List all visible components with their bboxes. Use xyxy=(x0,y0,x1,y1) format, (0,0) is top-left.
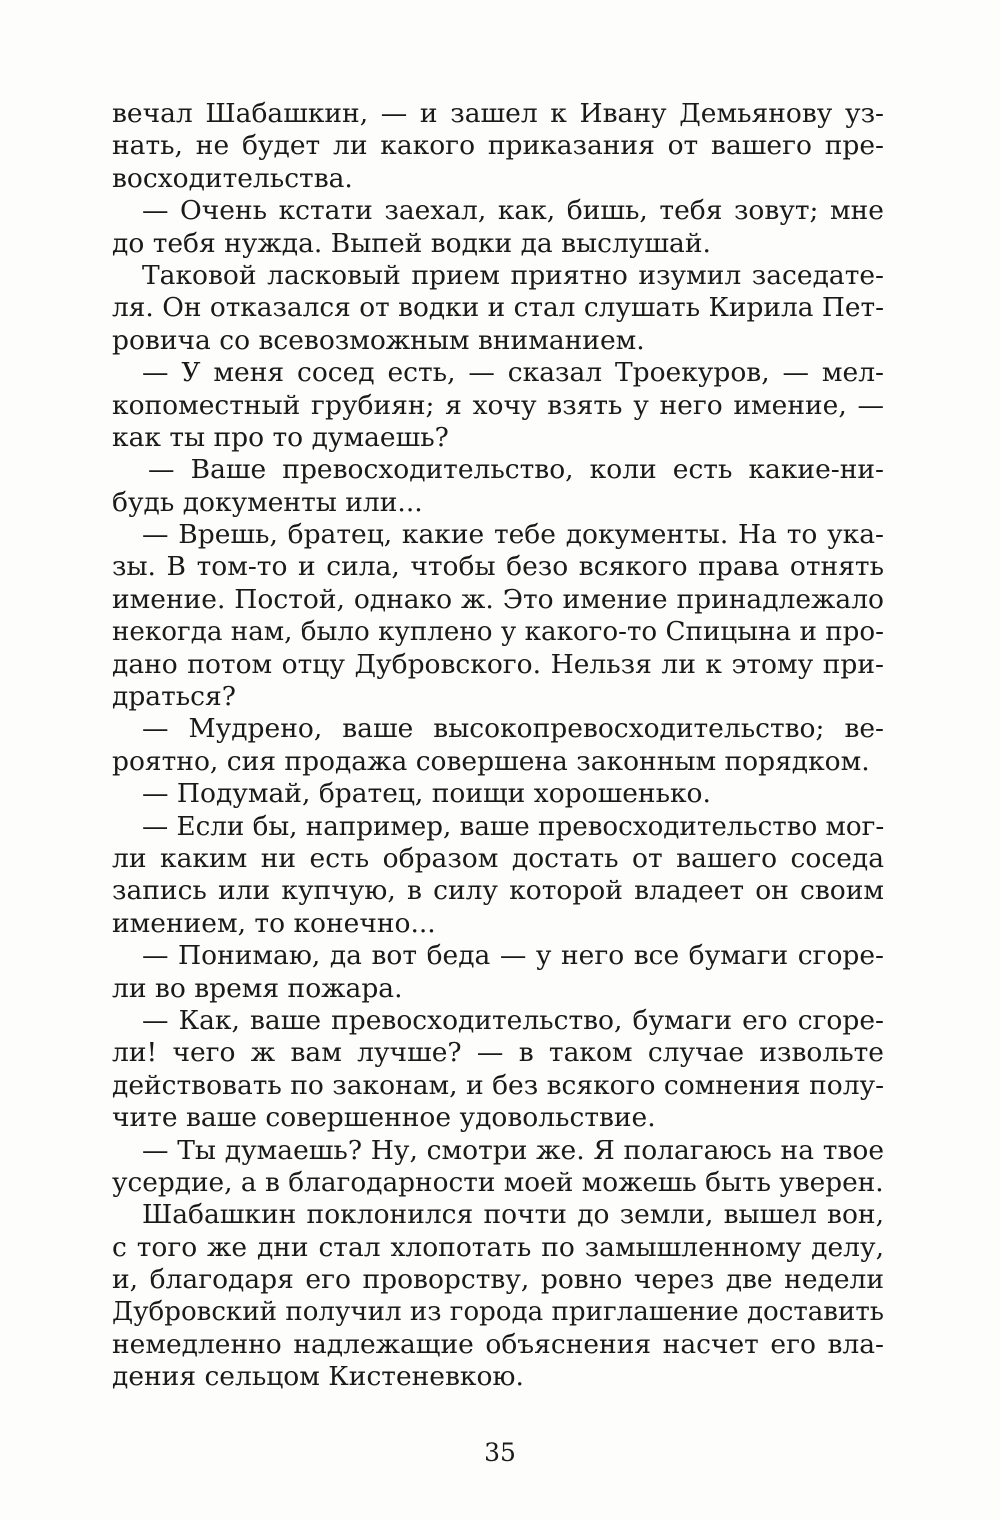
text-line: усердие, а в благодарности моей можешь быть уверен. xyxy=(112,1167,884,1198)
text-line: некогда нам, было куплено у какого-то Спицына и про- xyxy=(112,617,884,648)
text-line: — Ты думаешь? Ну, смотри же. Я полагаюсь на твое xyxy=(142,1134,884,1166)
text-line: и, благодаря его проворству, ровно через две недели xyxy=(112,1264,884,1296)
text-line: до тебя нужда. Выпей водки да выслушай. xyxy=(112,227,711,259)
text-line: с того же дни стал хлопотать по замышленному делу, xyxy=(112,1231,884,1263)
text-line: дения сельцом Кистеневкою. xyxy=(112,1361,524,1393)
text-line: ли! чего ж вам лучше? — в таком случае извольте xyxy=(112,1037,884,1069)
text-line: имение. Постой, однако ж. Это имение принадлежало xyxy=(112,583,884,615)
text-line: — У меня сосед есть, — сказал Троекуров, — мел- xyxy=(142,357,884,389)
text-line: восходительства. xyxy=(112,162,353,194)
text-line: ля. Он отказался от водки и стал слушать Кирила Пет- xyxy=(112,293,884,324)
page-number: 35 xyxy=(484,1438,516,1467)
text-line: — Понимаю, да вот беда — у него все бумаги сгоре- xyxy=(142,940,884,972)
text-line: ровича со всевозможным вниманием. xyxy=(112,324,645,356)
text-line: — Врешь, братец, какие тебе документы. На то ука- xyxy=(142,519,884,551)
text-line: дано потом отцу Дубровского. Нельзя ли к этому при- xyxy=(112,648,884,680)
text-line: — Как, ваше превосходительство, бумаги его сгоре- xyxy=(142,1004,884,1036)
text-line: ли каким ни есть образом достать от вашего соседа xyxy=(112,842,884,874)
text-line: нать, не будет ли какого приказания от вашего пре- xyxy=(112,130,884,162)
text-line: Шабашкин поклонился почти до земли, вышел вон, xyxy=(142,1199,884,1231)
text-line: действовать по законам, и без всякого сомнения полу- xyxy=(112,1069,885,1101)
text-line: драться? xyxy=(112,681,236,713)
text-line: ли во время пожара. xyxy=(112,972,403,1004)
text-line: будь документы или... xyxy=(112,486,423,518)
text-line: — Ваше превосходительство, коли есть какие-ни- xyxy=(148,454,884,486)
text-line: запись или купчую, в силу которой владеет он своим xyxy=(112,875,884,907)
text-line: копоместный грубиян; я хочу взять у него имение, — xyxy=(112,389,884,421)
text-line: Дубровский получил из города приглашение доставить xyxy=(112,1297,884,1328)
text-line: — Если бы, например, ваше превосходительство мог- xyxy=(142,811,885,842)
body-text xyxy=(112,98,884,1394)
text-line: вечал Шабашкин, — и зашел к Ивану Демьянову уз- xyxy=(112,98,884,129)
text-line: — Мудрено, ваше высокопревосходительство; ве- xyxy=(142,713,884,745)
text-line: — Подумай, братец, поищи хорошенько. xyxy=(142,778,711,810)
text-line: — Очень кстати заехал, как, бишь, тебя зовут; мне xyxy=(142,195,884,227)
text-line: зы. В том-то и сила, чтобы безо всякого права отнять xyxy=(112,551,884,583)
text-line: как ты про то думаешь? xyxy=(112,421,449,453)
text-line: роятно, сия продажа совершена законным порядком. xyxy=(112,745,870,777)
text-line: Таковой ласковый прием приятно изумил заседате- xyxy=(142,259,884,291)
text-line: чите ваше совершенное удовольствие. xyxy=(112,1102,656,1134)
text-line: имением, то конечно... xyxy=(112,907,436,939)
text-line: немедленно надлежащие объяснения насчет его вла- xyxy=(112,1328,884,1360)
